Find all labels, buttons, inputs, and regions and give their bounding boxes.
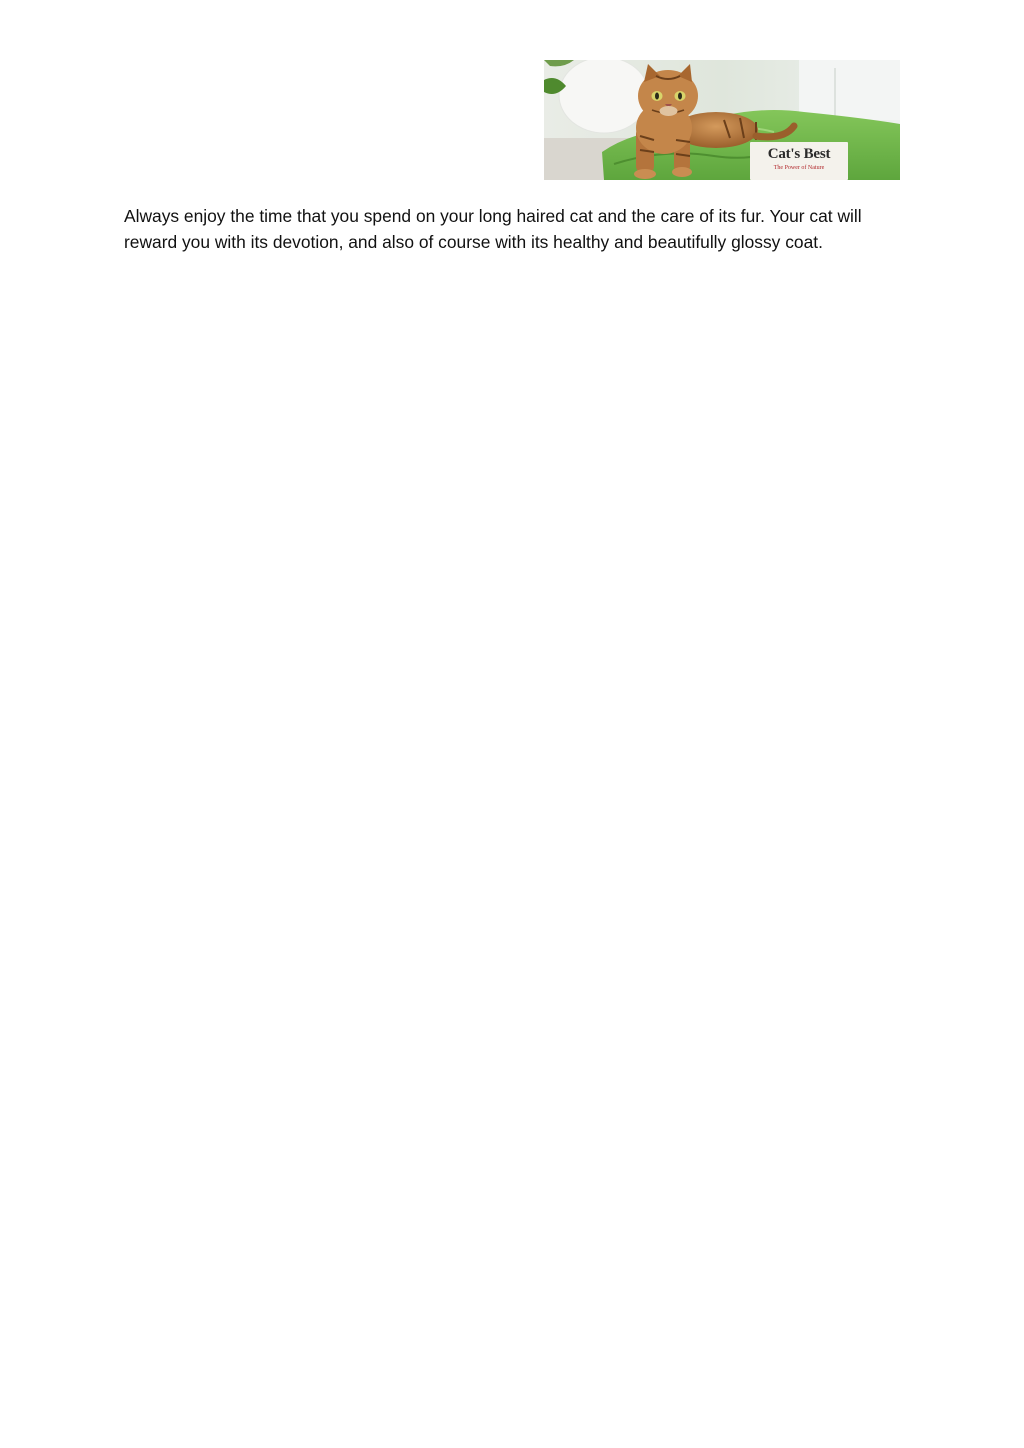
- cats-best-logo: [750, 142, 848, 180]
- body-paragraph: Always enjoy the time that you spend on your long haired cat and the care of its fur. Your cat will reward you with its devotion, and also of course with its healthy and beautifully glossy coat.: [124, 206, 862, 252]
- cats-best-banner-image: [544, 60, 900, 180]
- logo-tagline: The Power of Nature: [773, 165, 825, 171]
- logo-brand-name: Cat's Best: [767, 146, 831, 162]
